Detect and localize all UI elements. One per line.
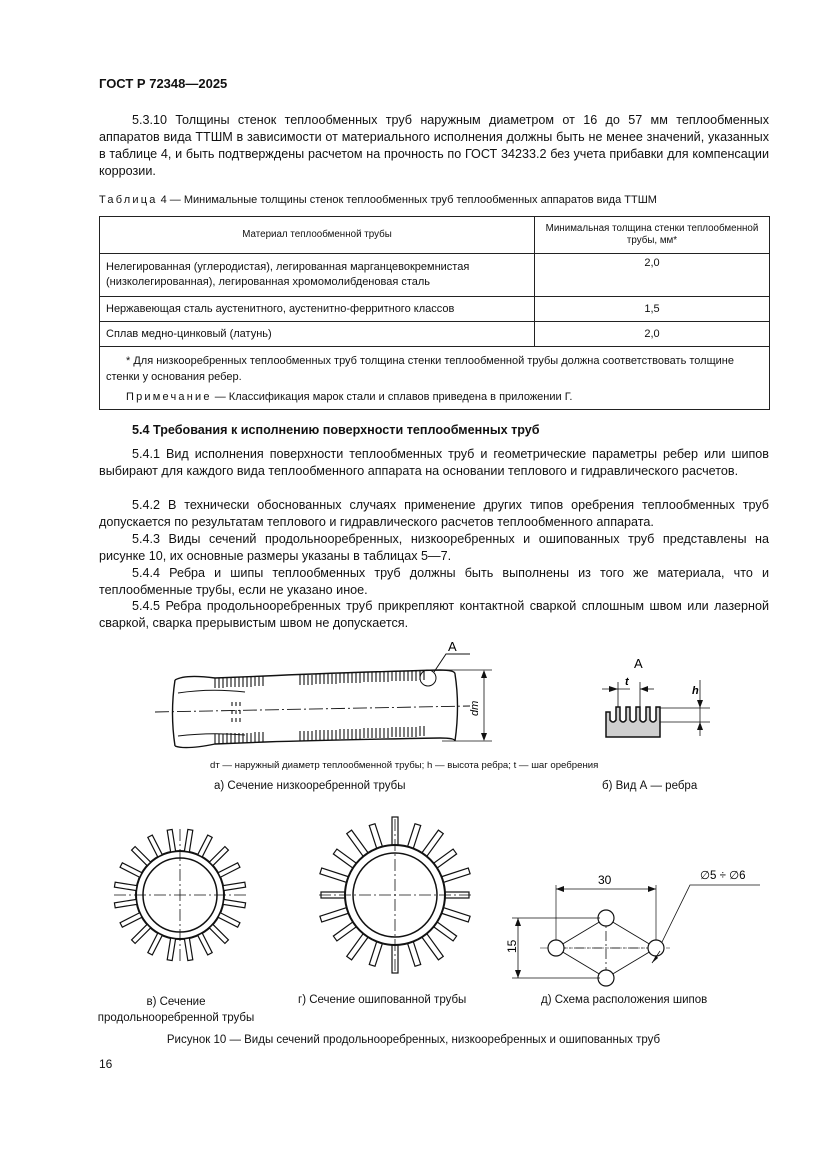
detail-circle-a [420,670,436,686]
section-5-4-title: 5.4 Требования к исполнению поверхности теплообменных труб [132,423,540,437]
note-text: — Классификация марок стали и сплавов приведена в приложении Г. [211,391,573,403]
fin [167,938,175,961]
stud-hole [548,940,564,956]
fin [223,899,246,907]
stud [320,907,350,922]
fin [184,829,192,852]
fin [114,882,137,890]
dim-30: 30 [598,873,612,887]
table-col-material-header: Материал теплообменной трубы [100,217,535,254]
caption-g: г) Сечение ошипованной трубы [298,994,467,1006]
figure-view-a-fins [590,652,720,742]
figure-stud-layout [490,865,780,995]
fin [148,933,162,955]
table-title-text: 4 — Минимальные толщины стенок теплообменных труб теплообменных аппаратов вида ТТШМ [157,194,657,206]
caption-v-line1: в) Сечение [146,996,206,1008]
fin [209,847,228,866]
table-cell-value: 1,5 [535,297,770,322]
table-cell-material: Нелегированная (углеродистая), легированная марганцевокремнистая (низколегированная), легированная хромомолибденовая сталь [100,254,535,297]
stud-hole [598,970,614,986]
fin-hatch-bottom [215,702,424,744]
table-cell-value: 2,0 [535,322,770,347]
fin [114,899,137,907]
fin [198,933,212,955]
label-a: A [448,640,457,654]
paragraph-5-4-3: 5.4.3 Виды сечений продольнооребренных, низкооребренных и ошипованных труб представлены на рисунке 10, их основные размеры указаны в таблицах 5—7. [99,532,769,563]
figure-10-title: Рисунок 10 — Виды сечений продольнооребренных, низкооребренных и ошипованных труб [166,1034,661,1046]
caption-b: б) Вид А — ребра [602,780,698,792]
stud [440,868,470,883]
dim-15: 15 [505,939,519,953]
table-row [100,254,770,297]
caption-d: д) Схема расположения шипов [541,994,708,1006]
table-cell-value: 2,0 [535,254,770,297]
table-row [100,297,770,322]
page-number: 16 [99,1057,113,1071]
fin [132,847,151,866]
centerline [155,706,470,712]
leader-a [434,654,470,672]
fin [132,924,151,943]
figure-longitudinal-finned-tube [110,825,250,965]
table-cell-material: Сплав медно-цинковый (латунь) [100,322,535,347]
label-h: h [692,685,699,697]
label-dt: dт [469,700,481,716]
caption-v [96,994,256,1026]
fin-hatch-top [215,670,424,688]
table-col-thickness-header: Минимальная толщина стенки теплообменной трубы, мм* [535,217,770,254]
table-notes-row [100,347,770,410]
fin-profile [606,707,660,737]
figure-studded-tube [315,815,475,975]
table-row [100,322,770,347]
stud [320,868,350,883]
table-notes-cell [100,347,770,410]
document-header: ГОСТ Р 72348—2025 [99,76,228,91]
note-label: Примечание [126,391,212,403]
figure-low-finned-tube [150,640,500,755]
stud [440,907,470,922]
table-note [106,391,763,403]
fin [167,829,175,852]
table-header-row [100,217,770,254]
caption-a: а) Сечение низкооребренной трубы [214,780,406,792]
stud-hole [648,940,664,956]
fin [198,835,212,857]
table-title-prefix: Таблица [99,194,158,206]
paragraph-5-4-2: 5.4.2 В технически обоснованных случаях применение других типов оребрения теплообменных труб допускается по результатам теплового и гидравлического расчетов теплообменного аппарата. [99,498,769,529]
dim-diameter: ∅5 ÷ ∅6 [700,870,746,882]
figure-legend: dт — наружный диаметр теплообменной трубы; h — высота ребра; t — шаг оребрения [210,760,599,771]
paragraph-5-4-4: 5.4.4 Ребра и шипы теплообменных труб должны быть выполнены из того же материала, что и теплообменные трубы, если не указано иное. [99,566,769,597]
fin [218,913,240,927]
paragraph-5-3-10: 5.3.10 Толщины стенок теплообменных труб наружным диаметром от 16 до 57 мм теплообменных аппаратов вида ТТШМ в зависимости от материального исполнения должны быть не менее значений, указанных в таблице 4, и быть подтверждены расчетом на прочность по ГОСТ 34233.2 без учета прибавки для компенсации коррозии. [99,113,769,178]
stud-hole [598,910,614,926]
paragraph-5-4-1: 5.4.1 Вид исполнения поверхности теплообменных труб и геометрические параметры ребер или шипов выбирают для каждого вида теплообменного аппарата на основании теплового и гидравлического расчетов. [99,447,769,478]
label-a-view: A [634,656,643,671]
table-cell-material: Нержавеющая сталь аустенитного, аустенитно-ферритного классов [100,297,535,322]
fin [209,924,228,943]
fin [120,863,142,877]
fin [223,882,246,890]
fin [184,938,192,961]
fin [218,863,240,877]
paragraph-5-4-5: 5.4.5 Ребра продольнооребренных труб прикрепляют контактной сваркой сплошным швом или лазерной сваркой, сварка прерывистым швом не допускается. [99,599,769,630]
label-t: t [625,676,629,688]
table-4-title [99,194,657,206]
fin [120,913,142,927]
table-footnote: * Для низкооребренных теплообменных труб толщина стенки теплообменной трубы должна соответствовать толщине стенки у основания ребер. [106,355,734,383]
table-4 [99,216,770,410]
caption-v-line2: продольнооребренной трубы [97,1012,255,1024]
fin [148,835,162,857]
